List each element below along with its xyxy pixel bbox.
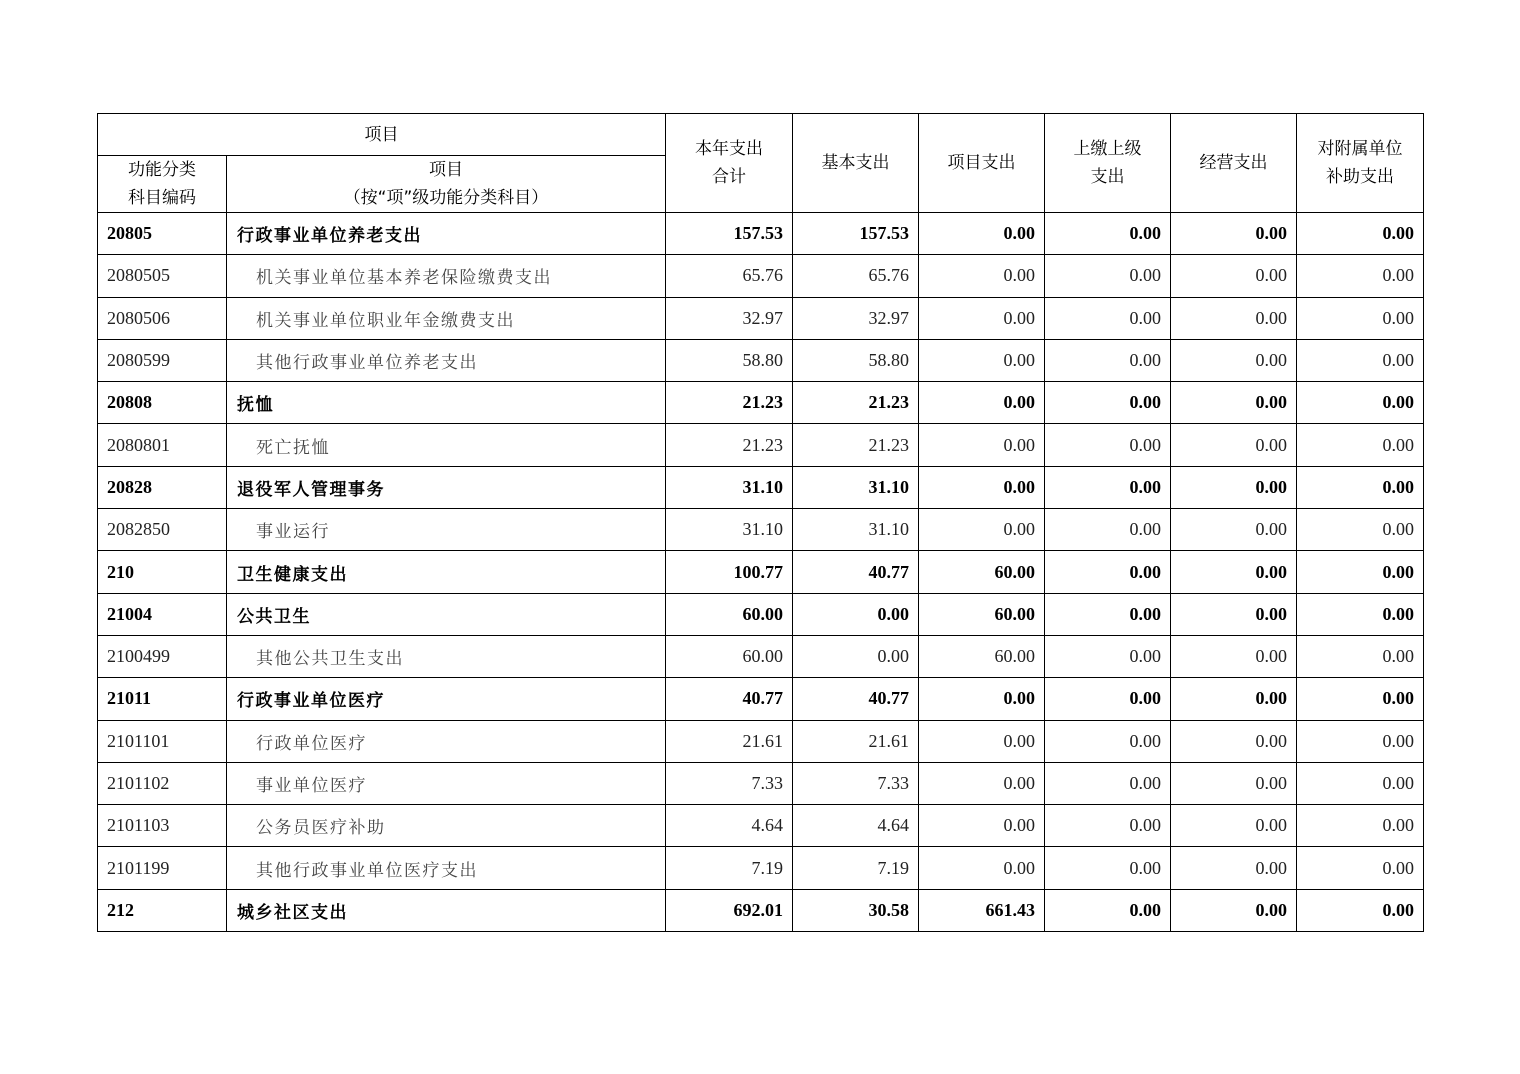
row-name: 公共卫生 [227,593,666,635]
row-code: 2101199 [98,847,227,889]
row-value-basic: 0.00 [793,593,919,635]
table-row [98,213,1424,255]
row-code: 2080505 [98,255,227,297]
row-value-project: 0.00 [919,720,1045,762]
table-row [98,847,1424,889]
table-row [98,889,1424,931]
row-name: 其他行政事业单位养老支出 [227,339,666,381]
row-value-total: 157.53 [666,213,793,255]
row-value-upper: 0.00 [1045,509,1171,551]
row-value-subsidy: 0.00 [1297,678,1424,720]
table-row [98,720,1424,762]
row-name: 事业单位医疗 [227,762,666,804]
row-code: 210 [98,551,227,593]
row-value-business: 0.00 [1171,805,1297,847]
row-value-upper: 0.00 [1045,466,1171,508]
row-value-total: 31.10 [666,466,793,508]
table-row [98,805,1424,847]
table-row [98,593,1424,635]
row-value-subsidy: 0.00 [1297,297,1424,339]
row-value-business: 0.00 [1171,635,1297,677]
row-value-basic: 7.19 [793,847,919,889]
row-value-business: 0.00 [1171,213,1297,255]
table-row [98,762,1424,804]
row-value-basic: 7.33 [793,762,919,804]
row-value-upper: 0.00 [1045,678,1171,720]
row-value-upper: 0.00 [1045,551,1171,593]
row-value-project: 0.00 [919,466,1045,508]
row-value-business: 0.00 [1171,762,1297,804]
row-code: 2101103 [98,805,227,847]
row-name: 抚恤 [227,382,666,424]
row-code: 20805 [98,213,227,255]
row-value-project: 60.00 [919,551,1045,593]
row-code: 2080801 [98,424,227,466]
row-value-business: 0.00 [1171,297,1297,339]
row-value-upper: 0.00 [1045,255,1171,297]
row-value-business: 0.00 [1171,466,1297,508]
row-value-business: 0.00 [1171,551,1297,593]
row-value-business: 0.00 [1171,382,1297,424]
row-value-subsidy: 0.00 [1297,720,1424,762]
row-name: 事业运行 [227,509,666,551]
row-value-basic: 40.77 [793,678,919,720]
row-name: 其他公共卫生支出 [227,635,666,677]
table-row [98,678,1424,720]
row-value-project: 0.00 [919,847,1045,889]
table-row [98,297,1424,339]
row-name: 城乡社区支出 [227,889,666,931]
row-value-total: 32.97 [666,297,793,339]
row-value-business: 0.00 [1171,424,1297,466]
row-value-total: 21.61 [666,720,793,762]
expenditure-table [97,113,1424,932]
table-row [98,551,1424,593]
row-value-total: 21.23 [666,382,793,424]
header-total: 本年支出 合计 [666,114,793,213]
row-value-basic: 21.23 [793,382,919,424]
row-value-basic: 4.64 [793,805,919,847]
row-name: 行政事业单位医疗 [227,678,666,720]
row-code: 20828 [98,466,227,508]
row-code: 2101101 [98,720,227,762]
row-value-upper: 0.00 [1045,720,1171,762]
row-name: 其他行政事业单位医疗支出 [227,847,666,889]
table-header [98,114,1424,213]
row-value-upper: 0.00 [1045,382,1171,424]
table-body [98,213,1424,932]
row-name: 卫生健康支出 [227,551,666,593]
row-code: 2100499 [98,635,227,677]
row-value-business: 0.00 [1171,509,1297,551]
header-basic: 基本支出 [793,114,919,213]
header-upper: 上缴上级 支出 [1045,114,1171,213]
row-name: 机关事业单位基本养老保险缴费支出 [227,255,666,297]
row-value-project: 0.00 [919,382,1045,424]
row-name: 死亡抚恤 [227,424,666,466]
row-value-business: 0.00 [1171,847,1297,889]
row-value-total: 31.10 [666,509,793,551]
row-name: 公务员医疗补助 [227,805,666,847]
table-row [98,339,1424,381]
row-value-project: 0.00 [919,213,1045,255]
row-value-subsidy: 0.00 [1297,424,1424,466]
row-value-upper: 0.00 [1045,593,1171,635]
row-value-business: 0.00 [1171,720,1297,762]
row-value-basic: 40.77 [793,551,919,593]
header-item-group: 项目 [98,114,666,156]
row-value-business: 0.00 [1171,889,1297,931]
row-value-project: 0.00 [919,424,1045,466]
row-value-total: 65.76 [666,255,793,297]
row-value-business: 0.00 [1171,678,1297,720]
row-code: 2082850 [98,509,227,551]
header-name: 项目 （按“项”级功能分类科目） [227,156,666,213]
row-code: 21004 [98,593,227,635]
row-code: 2080599 [98,339,227,381]
row-name: 机关事业单位职业年金缴费支出 [227,297,666,339]
row-value-basic: 157.53 [793,213,919,255]
row-value-basic: 21.61 [793,720,919,762]
row-value-subsidy: 0.00 [1297,509,1424,551]
row-value-project: 60.00 [919,635,1045,677]
row-value-subsidy: 0.00 [1297,635,1424,677]
row-value-total: 60.00 [666,635,793,677]
row-code: 20808 [98,382,227,424]
row-value-subsidy: 0.00 [1297,255,1424,297]
row-value-subsidy: 0.00 [1297,339,1424,381]
row-value-total: 58.80 [666,339,793,381]
row-value-total: 4.64 [666,805,793,847]
header-project: 项目支出 [919,114,1045,213]
row-name: 退役军人管理事务 [227,466,666,508]
row-value-subsidy: 0.00 [1297,382,1424,424]
row-code: 21011 [98,678,227,720]
row-value-total: 40.77 [666,678,793,720]
row-value-upper: 0.00 [1045,805,1171,847]
row-value-project: 0.00 [919,255,1045,297]
row-value-basic: 31.10 [793,509,919,551]
row-name: 行政事业单位养老支出 [227,213,666,255]
row-value-total: 7.19 [666,847,793,889]
row-value-total: 7.33 [666,762,793,804]
row-value-project: 60.00 [919,593,1045,635]
row-value-upper: 0.00 [1045,762,1171,804]
row-value-subsidy: 0.00 [1297,805,1424,847]
row-value-total: 21.23 [666,424,793,466]
table-row [98,255,1424,297]
row-value-upper: 0.00 [1045,847,1171,889]
row-value-project: 0.00 [919,805,1045,847]
row-value-upper: 0.00 [1045,339,1171,381]
row-value-subsidy: 0.00 [1297,466,1424,508]
table-row [98,382,1424,424]
table-row [98,424,1424,466]
row-value-subsidy: 0.00 [1297,762,1424,804]
row-code: 212 [98,889,227,931]
row-value-basic: 31.10 [793,466,919,508]
row-value-total: 60.00 [666,593,793,635]
row-value-basic: 58.80 [793,339,919,381]
header-business: 经营支出 [1171,114,1297,213]
row-value-upper: 0.00 [1045,213,1171,255]
row-value-basic: 32.97 [793,297,919,339]
row-value-upper: 0.00 [1045,635,1171,677]
table-row [98,509,1424,551]
row-value-basic: 0.00 [793,635,919,677]
row-value-business: 0.00 [1171,593,1297,635]
row-name: 行政单位医疗 [227,720,666,762]
row-value-subsidy: 0.00 [1297,847,1424,889]
row-code: 2080506 [98,297,227,339]
row-value-total: 692.01 [666,889,793,931]
row-value-upper: 0.00 [1045,889,1171,931]
row-code: 2101102 [98,762,227,804]
row-value-project: 0.00 [919,509,1045,551]
row-value-total: 100.77 [666,551,793,593]
row-value-project: 0.00 [919,297,1045,339]
row-value-business: 0.00 [1171,255,1297,297]
row-value-project: 0.00 [919,762,1045,804]
table-row [98,466,1424,508]
row-value-subsidy: 0.00 [1297,213,1424,255]
row-value-upper: 0.00 [1045,297,1171,339]
row-value-subsidy: 0.00 [1297,593,1424,635]
row-value-basic: 65.76 [793,255,919,297]
row-value-project: 661.43 [919,889,1045,931]
header-code: 功能分类 科目编码 [98,156,227,213]
table-row [98,635,1424,677]
row-value-business: 0.00 [1171,339,1297,381]
row-value-subsidy: 0.00 [1297,889,1424,931]
row-value-basic: 30.58 [793,889,919,931]
row-value-project: 0.00 [919,339,1045,381]
row-value-basic: 21.23 [793,424,919,466]
row-value-project: 0.00 [919,678,1045,720]
row-value-upper: 0.00 [1045,424,1171,466]
header-subsidy: 对附属单位 补助支出 [1297,114,1424,213]
row-value-subsidy: 0.00 [1297,551,1424,593]
